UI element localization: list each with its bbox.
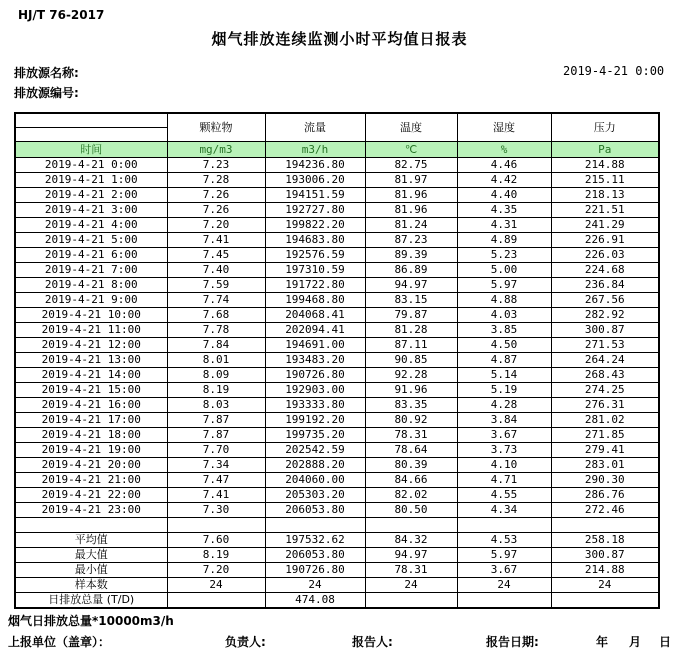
table-row xyxy=(15,398,659,413)
summary-value: 24 xyxy=(265,578,365,593)
reporter-label: 报告人: xyxy=(352,635,393,649)
unit-label: m3/h xyxy=(265,142,365,158)
spacer-cell xyxy=(15,518,167,533)
value-cell: 7.87 xyxy=(167,428,265,443)
table-row xyxy=(15,473,659,488)
column-header: 颗粒物 xyxy=(167,113,265,142)
value-cell: 7.59 xyxy=(167,278,265,293)
value-cell: 90.85 xyxy=(365,353,457,368)
summary-row xyxy=(15,593,659,609)
summary-value: 94.97 xyxy=(365,548,457,563)
value-cell: 7.68 xyxy=(167,308,265,323)
time-cell: 2019-4-21 21:00 xyxy=(15,473,167,488)
source-code-label: 排放源编号: xyxy=(14,86,79,100)
value-cell: 5.23 xyxy=(457,248,551,263)
value-cell: 81.96 xyxy=(365,188,457,203)
value-cell: 7.41 xyxy=(167,233,265,248)
value-cell: 215.11 xyxy=(551,173,659,188)
value-cell: 7.40 xyxy=(167,263,265,278)
summary-value: 5.97 xyxy=(457,548,551,563)
report-date-label: 报告日期: xyxy=(486,635,539,649)
table-row xyxy=(15,413,659,428)
value-cell: 78.31 xyxy=(365,428,457,443)
spacer-row xyxy=(15,518,659,533)
time-cell: 2019-4-21 11:00 xyxy=(15,323,167,338)
value-cell: 80.50 xyxy=(365,503,457,518)
total-emission-note: 烟气日排放总量*10000m3/h xyxy=(8,614,174,628)
value-cell: 89.39 xyxy=(365,248,457,263)
value-cell: 7.74 xyxy=(167,293,265,308)
summary-value: 24 xyxy=(457,578,551,593)
value-cell: 4.03 xyxy=(457,308,551,323)
table-row xyxy=(15,368,659,383)
value-cell: 86.89 xyxy=(365,263,457,278)
value-cell: 81.96 xyxy=(365,203,457,218)
value-cell: 4.50 xyxy=(457,338,551,353)
time-cell: 2019-4-21 23:00 xyxy=(15,503,167,518)
value-cell: 4.87 xyxy=(457,353,551,368)
summary-value: 24 xyxy=(365,578,457,593)
value-cell: 8.19 xyxy=(167,383,265,398)
summary-value xyxy=(167,593,265,609)
value-cell: 286.76 xyxy=(551,488,659,503)
report-title: 烟气排放连续监测小时平均值日报表 xyxy=(211,30,468,48)
value-cell: 281.02 xyxy=(551,413,659,428)
time-cell: 2019-4-21 13:00 xyxy=(15,353,167,368)
table-row xyxy=(15,188,659,203)
summary-label: 平均值 xyxy=(15,533,167,548)
summary-value: 4.53 xyxy=(457,533,551,548)
value-cell: 264.24 xyxy=(551,353,659,368)
value-cell: 199468.80 xyxy=(265,293,365,308)
table-row xyxy=(15,458,659,473)
value-cell: 3.73 xyxy=(457,443,551,458)
value-cell: 80.92 xyxy=(365,413,457,428)
value-cell: 300.87 xyxy=(551,323,659,338)
header-row-top xyxy=(15,113,659,128)
summary-row xyxy=(15,548,659,563)
value-cell: 193006.20 xyxy=(265,173,365,188)
summary-value xyxy=(365,593,457,609)
value-cell: 271.53 xyxy=(551,338,659,353)
value-cell: 82.75 xyxy=(365,158,457,173)
value-cell: 7.78 xyxy=(167,323,265,338)
table-row xyxy=(15,383,659,398)
summary-value: 24 xyxy=(551,578,659,593)
value-cell: 87.11 xyxy=(365,338,457,353)
time-cell: 2019-4-21 1:00 xyxy=(15,173,167,188)
value-cell: 5.19 xyxy=(457,383,551,398)
value-cell: 78.64 xyxy=(365,443,457,458)
value-cell: 3.85 xyxy=(457,323,551,338)
time-cell: 2019-4-21 0:00 xyxy=(15,158,167,173)
table-row xyxy=(15,488,659,503)
value-cell: 276.31 xyxy=(551,398,659,413)
value-cell: 84.66 xyxy=(365,473,457,488)
value-cell: 4.34 xyxy=(457,503,551,518)
value-cell: 202542.59 xyxy=(265,443,365,458)
value-cell: 81.97 xyxy=(365,173,457,188)
value-cell: 80.39 xyxy=(365,458,457,473)
time-cell: 2019-4-21 22:00 xyxy=(15,488,167,503)
value-cell: 193483.20 xyxy=(265,353,365,368)
value-cell: 81.28 xyxy=(365,323,457,338)
value-cell: 272.46 xyxy=(551,503,659,518)
value-cell: 81.24 xyxy=(365,218,457,233)
time-cell: 2019-4-21 16:00 xyxy=(15,398,167,413)
summary-row xyxy=(15,533,659,548)
unit-label: Pa xyxy=(551,142,659,158)
value-cell: 214.88 xyxy=(551,158,659,173)
column-header: 湿度 xyxy=(457,113,551,142)
value-cell: 92.28 xyxy=(365,368,457,383)
value-cell: 5.14 xyxy=(457,368,551,383)
value-cell: 218.13 xyxy=(551,188,659,203)
summary-label: 最小值 xyxy=(15,563,167,578)
value-cell: 241.29 xyxy=(551,218,659,233)
value-cell: 7.84 xyxy=(167,338,265,353)
value-cell: 4.42 xyxy=(457,173,551,188)
value-cell: 3.84 xyxy=(457,413,551,428)
time-cell: 2019-4-21 3:00 xyxy=(15,203,167,218)
value-cell: 79.87 xyxy=(365,308,457,323)
spacer-cell xyxy=(265,518,365,533)
report-unit-label: 上报单位（盖章）： xyxy=(8,635,111,649)
time-column-label: 时间 xyxy=(15,142,167,158)
value-cell: 268.43 xyxy=(551,368,659,383)
time-cell: 2019-4-21 17:00 xyxy=(15,413,167,428)
value-cell: 202094.41 xyxy=(265,323,365,338)
time-cell: 2019-4-21 9:00 xyxy=(15,293,167,308)
value-cell: 7.20 xyxy=(167,218,265,233)
value-cell: 4.40 xyxy=(457,188,551,203)
table-row xyxy=(15,278,659,293)
value-cell: 197310.59 xyxy=(265,263,365,278)
value-cell: 236.84 xyxy=(551,278,659,293)
value-cell: 202888.20 xyxy=(265,458,365,473)
value-cell: 224.68 xyxy=(551,263,659,278)
month-label: 月 xyxy=(629,635,642,649)
value-cell: 7.87 xyxy=(167,413,265,428)
units-row xyxy=(15,142,659,158)
summary-value: 206053.80 xyxy=(265,548,365,563)
value-cell: 7.45 xyxy=(167,248,265,263)
value-cell: 4.31 xyxy=(457,218,551,233)
time-cell: 2019-4-21 4:00 xyxy=(15,218,167,233)
value-cell: 5.97 xyxy=(457,278,551,293)
value-cell: 282.92 xyxy=(551,308,659,323)
value-cell: 87.23 xyxy=(365,233,457,248)
unit-label: ℃ xyxy=(365,142,457,158)
table-row xyxy=(15,248,659,263)
time-cell: 2019-4-21 12:00 xyxy=(15,338,167,353)
column-header: 温度 xyxy=(365,113,457,142)
time-cell: 2019-4-21 7:00 xyxy=(15,263,167,278)
value-cell: 83.15 xyxy=(365,293,457,308)
value-cell: 193333.80 xyxy=(265,398,365,413)
column-header: 流量 xyxy=(265,113,365,142)
value-cell: 4.71 xyxy=(457,473,551,488)
value-cell: 221.51 xyxy=(551,203,659,218)
value-cell: 8.09 xyxy=(167,368,265,383)
summary-value: 300.87 xyxy=(551,548,659,563)
time-cell: 2019-4-21 20:00 xyxy=(15,458,167,473)
value-cell: 194151.59 xyxy=(265,188,365,203)
summary-value: 197532.62 xyxy=(265,533,365,548)
table-row xyxy=(15,323,659,338)
summary-value: 8.19 xyxy=(167,548,265,563)
table-row xyxy=(15,173,659,188)
monitoring-data-table xyxy=(14,112,660,609)
summary-value: 78.31 xyxy=(365,563,457,578)
summary-value: 214.88 xyxy=(551,563,659,578)
time-header-bottom-cell xyxy=(15,128,167,142)
day-label: 日 xyxy=(659,635,672,649)
value-cell: 7.26 xyxy=(167,188,265,203)
time-cell: 2019-4-21 8:00 xyxy=(15,278,167,293)
time-cell: 2019-4-21 6:00 xyxy=(15,248,167,263)
value-cell: 192576.59 xyxy=(265,248,365,263)
value-cell: 94.97 xyxy=(365,278,457,293)
summary-label: 日排放总量 (T/D) xyxy=(15,593,167,609)
time-cell: 2019-4-21 15:00 xyxy=(15,383,167,398)
value-cell: 4.55 xyxy=(457,488,551,503)
time-cell: 2019-4-21 10:00 xyxy=(15,308,167,323)
value-cell: 191722.80 xyxy=(265,278,365,293)
value-cell: 274.25 xyxy=(551,383,659,398)
value-cell: 204060.00 xyxy=(265,473,365,488)
value-cell: 4.35 xyxy=(457,203,551,218)
value-cell: 194236.80 xyxy=(265,158,365,173)
spacer-cell xyxy=(167,518,265,533)
value-cell: 4.10 xyxy=(457,458,551,473)
time-cell: 2019-4-21 14:00 xyxy=(15,368,167,383)
value-cell: 290.30 xyxy=(551,473,659,488)
summary-value: 84.32 xyxy=(365,533,457,548)
summary-value: 7.60 xyxy=(167,533,265,548)
value-cell: 5.00 xyxy=(457,263,551,278)
value-cell: 4.89 xyxy=(457,233,551,248)
value-cell: 226.03 xyxy=(551,248,659,263)
value-cell: 7.70 xyxy=(167,443,265,458)
report-datetime: 2019-4-21 0:00 xyxy=(563,64,665,78)
value-cell: 4.46 xyxy=(457,158,551,173)
value-cell: 4.88 xyxy=(457,293,551,308)
value-cell: 192727.80 xyxy=(265,203,365,218)
time-header-top-cell xyxy=(15,113,167,128)
summary-value: 258.18 xyxy=(551,533,659,548)
summary-label: 最大值 xyxy=(15,548,167,563)
time-cell: 2019-4-21 2:00 xyxy=(15,188,167,203)
value-cell: 7.26 xyxy=(167,203,265,218)
unit-label: mg/m3 xyxy=(167,142,265,158)
table-row xyxy=(15,218,659,233)
source-name-label: 排放源名称: xyxy=(14,66,79,80)
spacer-cell xyxy=(365,518,457,533)
table-row xyxy=(15,353,659,368)
value-cell: 279.41 xyxy=(551,443,659,458)
table-row xyxy=(15,308,659,323)
summary-value: 7.20 xyxy=(167,563,265,578)
value-cell: 7.47 xyxy=(167,473,265,488)
value-cell: 91.96 xyxy=(365,383,457,398)
summary-value: 3.67 xyxy=(457,563,551,578)
value-cell: 83.35 xyxy=(365,398,457,413)
time-cell: 2019-4-21 18:00 xyxy=(15,428,167,443)
table-row xyxy=(15,443,659,458)
summary-value: 474.08 xyxy=(265,593,365,609)
summary-label: 样本数 xyxy=(15,578,167,593)
spacer-cell xyxy=(551,518,659,533)
value-cell: 194683.80 xyxy=(265,233,365,248)
year-label: 年 xyxy=(596,635,609,649)
value-cell: 3.67 xyxy=(457,428,551,443)
value-cell: 7.34 xyxy=(167,458,265,473)
value-cell: 271.85 xyxy=(551,428,659,443)
value-cell: 192903.00 xyxy=(265,383,365,398)
value-cell: 7.28 xyxy=(167,173,265,188)
value-cell: 7.30 xyxy=(167,503,265,518)
value-cell: 205303.20 xyxy=(265,488,365,503)
table-row xyxy=(15,503,659,518)
value-cell: 7.41 xyxy=(167,488,265,503)
time-cell: 2019-4-21 19:00 xyxy=(15,443,167,458)
value-cell: 7.23 xyxy=(167,158,265,173)
value-cell: 283.01 xyxy=(551,458,659,473)
value-cell: 199822.20 xyxy=(265,218,365,233)
value-cell: 206053.80 xyxy=(265,503,365,518)
summary-value xyxy=(551,593,659,609)
summary-value xyxy=(457,593,551,609)
value-cell: 204068.41 xyxy=(265,308,365,323)
value-cell: 8.01 xyxy=(167,353,265,368)
value-cell: 267.56 xyxy=(551,293,659,308)
table-row xyxy=(15,203,659,218)
responsible-person-label: 负责人: xyxy=(225,635,266,649)
spacer-cell xyxy=(457,518,551,533)
value-cell: 8.03 xyxy=(167,398,265,413)
column-header: 压力 xyxy=(551,113,659,142)
value-cell: 194691.00 xyxy=(265,338,365,353)
value-cell: 82.02 xyxy=(365,488,457,503)
summary-row xyxy=(15,563,659,578)
table-row xyxy=(15,428,659,443)
value-cell: 199735.20 xyxy=(265,428,365,443)
value-cell: 226.91 xyxy=(551,233,659,248)
time-cell: 2019-4-21 5:00 xyxy=(15,233,167,248)
value-cell: 199192.20 xyxy=(265,413,365,428)
standard-code: HJ/T 76-2017 xyxy=(18,8,105,22)
value-cell: 190726.80 xyxy=(265,368,365,383)
table-row xyxy=(15,338,659,353)
table-row xyxy=(15,293,659,308)
value-cell: 4.28 xyxy=(457,398,551,413)
table-row xyxy=(15,158,659,173)
summary-row xyxy=(15,578,659,593)
unit-label: % xyxy=(457,142,551,158)
summary-value: 24 xyxy=(167,578,265,593)
summary-value: 190726.80 xyxy=(265,563,365,578)
table-row xyxy=(15,233,659,248)
table-row xyxy=(15,263,659,278)
